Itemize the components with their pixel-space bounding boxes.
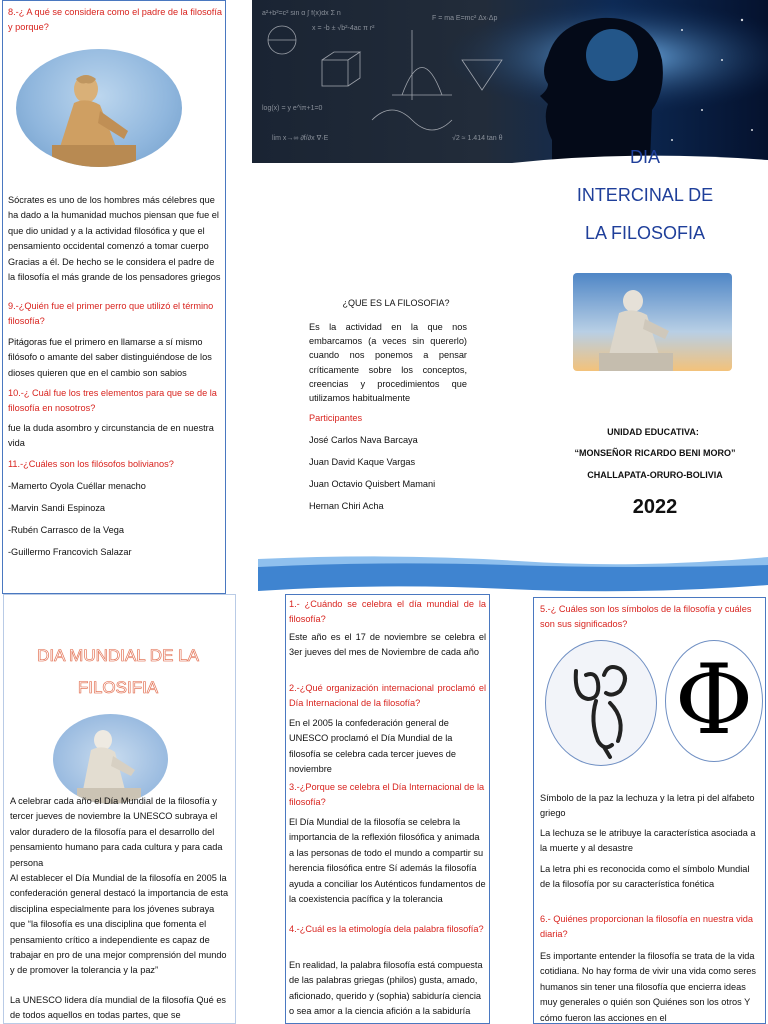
question-9: 9.-¿Quién fue el primer perro que utilizó el término filosofía? (8, 301, 214, 327)
question-6: 6.- Quiénes proporcionan la filosofía en nuestra vida diaria? (540, 914, 753, 940)
question-11: 11.-¿Cuáles son los filósofos bolivianos? (8, 459, 174, 469)
participant-item: Juan Octavio Quisbert Mamani (309, 479, 436, 489)
philosopher-statue-image (53, 714, 168, 804)
question-2: 2.-¿Qué organización internacional proclamó el Día Internacional de la filosofía? (289, 683, 486, 709)
question-10: 10.-¿ Cuál fue los tres elementos para que se de la filosofía en nosotros? (8, 388, 217, 414)
panel-top-left (2, 0, 226, 594)
participant-item: Hernan Chiri Acha (309, 501, 384, 511)
question-4: 4.-¿Cuál es la etimología dela palabra filosofía? (289, 924, 484, 934)
participant-item: José Carlos Nava Barcaya (309, 435, 418, 445)
socrates-statue-image (16, 49, 182, 167)
world-day-paragraph-2: Al establecer el Día Mundial de la filosofía en 2005 la confederación general destacó la importancia de esta disciplina especialmente para los jóvenes subraya que “la filosofía es una disciplina que fomenta el pensamiento crítico a independiente es capaz de trabajar en pro de una mejor comprensión del mundo y de promover la tolerancia y la paz” (10, 873, 229, 976)
answer-4: En realidad, la palabra filosofía está compuesta de las palabras griegas (philos) gusta, amado, aficionado, querido y (sophia) sabiduría ciencia o sea amor a la ciencia afición a la sabiduría (289, 960, 483, 1017)
participant-item: Juan David Kaque Vargas (309, 457, 416, 467)
world-day-paragraph-3: La UNESCO lidera día mundial de la filosofía Qué es de todos aquellos en todas partes, que se (10, 995, 227, 1021)
answer-10: fue la duda asombro y circunstancia de en nuestra vida (8, 423, 214, 449)
philosopher-item: -Mamerto Oyola Cuéllar menacho (8, 481, 146, 491)
wave-divider (258, 555, 768, 595)
world-day-title: DIA MUNDIAL DE LA FILOSIFIA (37, 646, 199, 697)
thinker-statue-image (573, 273, 732, 371)
cover-title-line-3: LA FILOSOFIA (584, 223, 706, 243)
phi-symbol-icon (665, 640, 763, 762)
answer-8: Sócrates es uno de los hombres más célebres que ha dado a la humanidad muchos piensan que fue el que dio unidad y a la actividad filosófica y que el pensamiento occidental comenzó a tomar cuerpo Gracias a él. De hecho se le considera el padre de la filosofía el más grande de los pensadores griegos (8, 195, 221, 283)
answer-5c: La letra phi es reconocida como el símbolo Mundial de la filosofía por su característica fonética (540, 864, 750, 890)
svg-text:a²+b²=c² sin α ∫ f(x)dx Σ: a²+b²=c² sin α ∫ f(x)dx Σ n (262, 10, 341, 17)
answer-3: El Día Mundial de la filosofía se celebra la importancia de la reflexión filosófica y animada a las personas de todo el mundo a compartir su herencia filosófica entre Sí además la filosofía ayuda a conciliar los Auténticos fundamentos de la coexistencia pacífica y la tolerancia (289, 817, 486, 905)
answer-1: Este año es el 17 de noviembre se celebra el 3er jueves del mes de Noviembre de cada año (289, 632, 486, 658)
world-day-paragraph-1: A celebrar cada año el Día Mundial de la filosofía y tercer jueves de noviembre la UNESCO subraya el valor duradero de la filosofía para el desarrollo del pensamiento humano para cada cultura y para cada persona (10, 796, 223, 868)
school-name: “MONSEÑOR RICARDO BENI MORO” (574, 448, 736, 458)
svg-text:√2 ≈ 1.414 tan θ: √2 ≈ 1.414 tan θ (452, 135, 503, 142)
answer-5a: Símbolo de la paz la lechuza y la letra pi del alfabeto griego (540, 793, 755, 819)
svg-text:x = -b ± √b²-4ac π r²: x = -b ± √b²-4ac π r² (312, 25, 375, 32)
answer-6: Es importante entender la filosofía se trata de la vida cotidiana. No hay forma de vivir una vida como seres humanos sin tener una filosofía que encierra ideas muy generales o quién son Quiénes son los otros Y cómo fueron las acciones en el (540, 951, 757, 1023)
answer-2: En el 2005 la confederación general de UNESCO proclamó el Día Mundial de la filosofía se celebra cada tercer jueves de noviembre (289, 718, 456, 775)
question-3: 3.-¿Porque se celebra el Día Internacional de la filosofía? (289, 782, 485, 808)
phi-glyph: Φ (674, 644, 754, 756)
svg-text:F = ma E=mc² Δx·Δp: F = ma E=mc² Δx·Δp (432, 15, 498, 22)
school-location: CHALLAPATA-ORURO-BOLIVIA (587, 470, 723, 480)
philosopher-item: -Marvin Sandi Espinoza (8, 503, 106, 513)
cover-title-line-1: DIA (629, 147, 660, 167)
svg-text:lim x→∞ ∂f/∂x ∇·E: lim x→∞ ∂f/∂x ∇·E (272, 135, 329, 142)
owl-symbol-icon (545, 640, 657, 766)
answer-5b: La lechuza se le atribuye la característica asociada a la muerte y al desastre (540, 828, 756, 854)
philosophy-definition: Es la actividad en la que nos embarcamos (a veces sin quererlo) cuando nos ponemos a pensar críticamente sobre los conceptos, creencias y procedimientos que utilizamos habitualmente (309, 322, 467, 404)
question-8: 8.-¿ A qué se considera como el padre de la filosofía y porque? (8, 7, 222, 33)
school-label: UNIDAD EDUCATIVA: (607, 427, 699, 437)
answer-9: Pitágoras fue el primero en llamarse a sí mismo filósofo o amante del saber distinguiéndose de los dioses quieren que en el cambio son sabios (8, 337, 212, 378)
question-1: 1.- ¿Cuándo se celebra el día mundial de la filosofía? (289, 599, 486, 625)
participants-label: Participantes (309, 413, 363, 423)
cover-year: 2022 (632, 496, 678, 518)
cover-title-line-2: INTERCINAL DE (576, 185, 714, 205)
what-is-philosophy-heading: ¿QUE ES LA FILOSOFIA? (342, 298, 450, 308)
philosopher-item: -Rubén Carrasco de la Vega (8, 525, 124, 535)
svg-text:log(x) = y e^iπ+1=0: log(x) = y e^iπ+1=0 (262, 105, 323, 112)
philosopher-item: -Guillermo Francovich Salazar (8, 547, 132, 557)
question-5: 5.-¿ Cuáles son los símbolos de la filosofía y cuáles son sus significados? (540, 604, 752, 630)
